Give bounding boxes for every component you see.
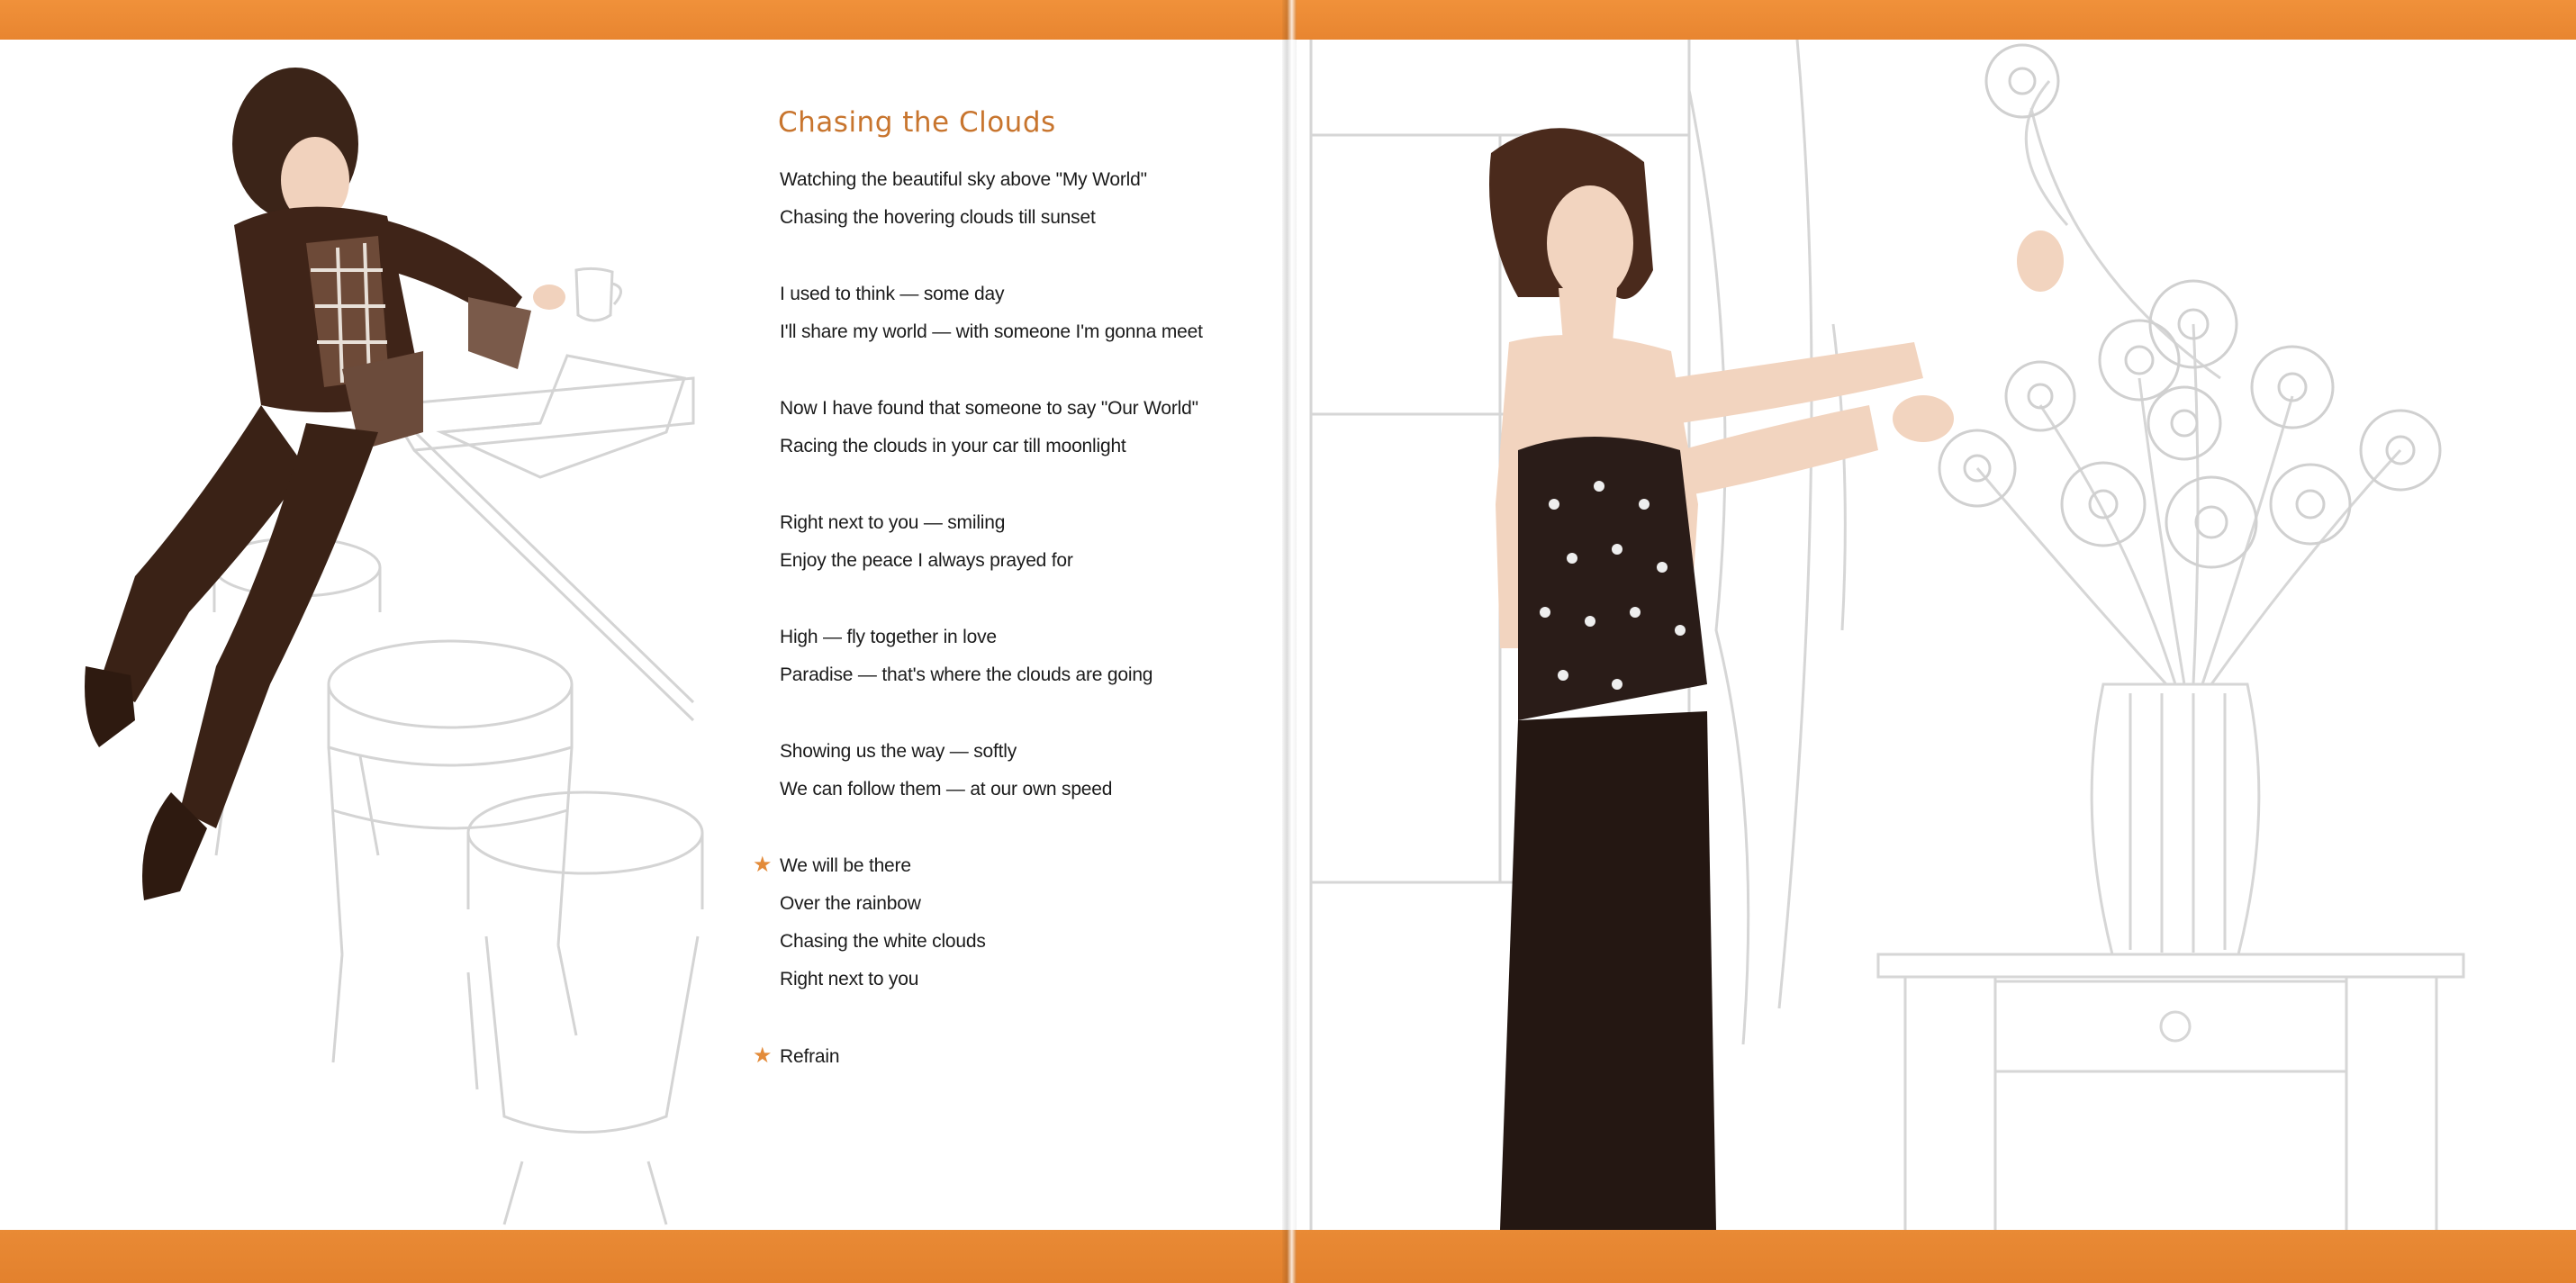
- chorus-line: Right next to you: [780, 969, 919, 989]
- lyric-line: Chasing the hovering clouds till sunset: [780, 207, 1096, 228]
- lyric-line: High — fly together in love: [780, 627, 997, 647]
- flowers-vase-illustration: [1293, 40, 2576, 1230]
- lyric-line: Watching the beautiful sky above "My World": [780, 169, 1147, 190]
- lyric-line: I used to think — some day: [780, 284, 1005, 304]
- lyric-line: Enjoy the peace I always prayed for: [780, 550, 1073, 571]
- woman-sitting-figure: [85, 68, 565, 900]
- lyric-line: We can follow them — at our own speed: [780, 779, 1113, 800]
- lyric-line: Paradise — that's where the clouds are going: [780, 664, 1153, 685]
- chorus-line: Over the rainbow: [780, 893, 921, 914]
- chorus-line: Chasing the white clouds: [780, 931, 986, 952]
- song-title: Chasing the Clouds: [778, 106, 1056, 139]
- left-page: [0, 40, 1286, 1230]
- lyric-line: I'll share my world — with someone I'm gonna meet: [780, 321, 1203, 342]
- lyric-line: Showing us the way — softly: [780, 741, 1017, 762]
- right-page: [1293, 40, 2576, 1230]
- refrain-label: Refrain: [780, 1046, 840, 1067]
- lyric-line: Racing the clouds in your car till moonlight: [780, 436, 1126, 456]
- refrain-star-icon: ★: [753, 1044, 773, 1068]
- lyric-line: Right next to you — smiling: [780, 512, 1006, 533]
- chorus-star-icon: ★: [753, 853, 773, 877]
- chorus-line: We will be there: [780, 855, 911, 876]
- page-gutter: [1282, 0, 1297, 1283]
- lyric-line: Now I have found that someone to say "Our World": [780, 398, 1198, 419]
- woman-standing-figure: [1489, 128, 2064, 1230]
